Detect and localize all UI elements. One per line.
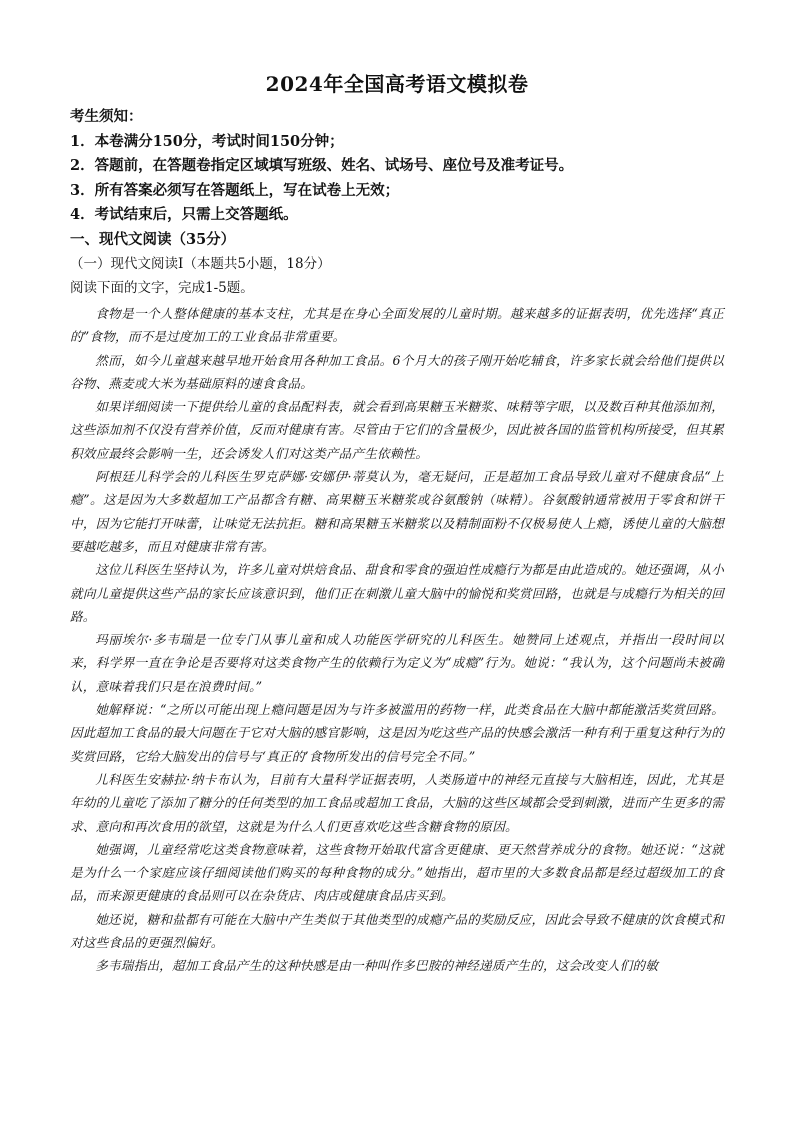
notice-heading: 考生须知：	[70, 108, 143, 125]
subsection-title: （一）现代文阅读Ⅰ（本题共5小题，18分）	[70, 256, 331, 272]
article-paragraph: 她解释说：“之所以可能出现上瘾问题是因为与许多被滥用的药物一样，此类食品在大脑中都能激活奖赏回路。因此超加工食品的最大问题在于它对大脑的感官影响，这是因为吃这些产品的快感会激活一种有利于重复这种行为的奖赏回路，它给大脑发出的信号与‘真正的’食物所发出的信号完全不同。”	[70, 702, 724, 764]
notice-item: 1．本卷满分150分，考试时间150分钟；	[70, 132, 344, 150]
section-title: 一、现代文阅读（35分）	[70, 230, 236, 248]
article-paragraph: 如果详细阅读一下提供给儿童的食品配料表，就会看到高果糖玉米糖浆、味精等字眼，以及数百种其他添加剂，这些添加剂不仅没有营养价值，反而对健康有害。尽管由于它们的含量极少，因此被各国的监管机构所接受，但其累积效应最终会影响一生，还会诱发人们对这类产品产生依赖性。	[70, 399, 724, 461]
article-paragraph: 然而，如今儿童越来越早地开始食用各种加工食品。6个月大的孩子刚开始吃辅食，许多家长就会给他们提供以谷物、燕麦或大米为基础原料的速食食品。	[70, 352, 724, 391]
article-paragraph: 儿科医生安赫拉·纳卡布认为，目前有大量科学证据表明，人类肠道中的神经元直接与大脑相连，因此，尤其是年幼的儿童吃了添加了糖分的任何类型的加工食品或超加工食品，大脑的这些区域都会受到刺激，进而产生更多的需求、意向和再次食用的欲望，这就是为什么人们更喜欢吃这些含糖食物的原因。	[70, 771, 724, 834]
notice-item: 4．考试结束后，只需上交答题纸。	[70, 206, 298, 223]
article-paragraph: 玛丽埃尔·多韦瑞是一位专门从事儿童和成人功能医学研究的儿科医生。她赞同上述观点，并指出一段时间以来，科学界一直在争论是否要将对这类食物产生的依赖行为定义为“成瘾”行为。她说：“我认为，这个问题尚未被确认，意味着我们只是在浪费时间。”	[70, 632, 724, 694]
article-body	[70, 302, 724, 978]
article-paragraph: 这位儿科医生坚持认为，许多儿童对烘焙食品、甜食和零食的强迫性成瘾行为都是由此造成的。她还强调，从小就向儿童提供这些产品的家长应该意识到，他们正在刺激儿童大脑中的愉悦和奖赏回路，也就是与成瘾行为相关的回路。	[70, 562, 724, 624]
exam-title: 2024年全国高考语文模拟卷	[265, 72, 529, 96]
reading-instruction: 阅读下面的文字，完成1-5题。	[70, 280, 254, 296]
article-paragraph: 她还说，糖和盐都有可能在大脑中产生类似于其他类型的成瘾产品的奖励反应，因此会导致不健康的饮食模式和对这些食品的更强烈偏好。	[70, 911, 724, 951]
article-paragraph: 阿根廷儿科学会的儿科医生罗克萨娜·安娜伊·蒂莫认为，毫无疑问，正是超加工食品导致儿童对不健康食品“上瘾”。这是因为大多数超加工产品都含有糖、高果糖玉米糖浆或谷氨酸钠（味精）。谷氨酸钠通常被用于零食和饼干中，因为它能打开味蕾，让味觉无法抗拒。糖和高果糖玉米糖浆以及精制面粉不仅极易使人上瘾，诱使儿童的大脑想要越吃越多，而且对健康非常有害。	[70, 469, 724, 554]
article-paragraph: 多韦瑞指出，超加工食品产生的这种快感是由一种叫作多巴胺的神经递质产生的，这会改变人们的敏	[95, 958, 659, 974]
notice-item: 3．所有答案必须写在答题纸上，写在试卷上无效；	[70, 181, 400, 199]
article-paragraph: 食物是一个人整体健康的基本支柱，尤其是在身心全面发展的儿童时期。越来越多的证据表明，优先选择“真正的”食物，而不是过度加工的工业食品非常重要。	[70, 306, 724, 345]
notice-block	[70, 105, 724, 228]
notice-item: 2．答题前，在答题卷指定区域填写班级、姓名、试场号、座位号及准考证号。	[70, 157, 574, 174]
article-paragraph: 她强调，儿童经常吃这类食物意味着，这些食物开始取代富含更健康、更天然营养成分的食物。她还说：“这就是为什么一个家庭应该仔细阅读他们购买的每种食物的成分。”她指出，超市里的大多数食品都是经过超级加工的食品，而来源更健康的食品则可以在杂货店、肉店或健康食品店买到。	[70, 841, 724, 904]
exam-page	[70, 70, 724, 978]
